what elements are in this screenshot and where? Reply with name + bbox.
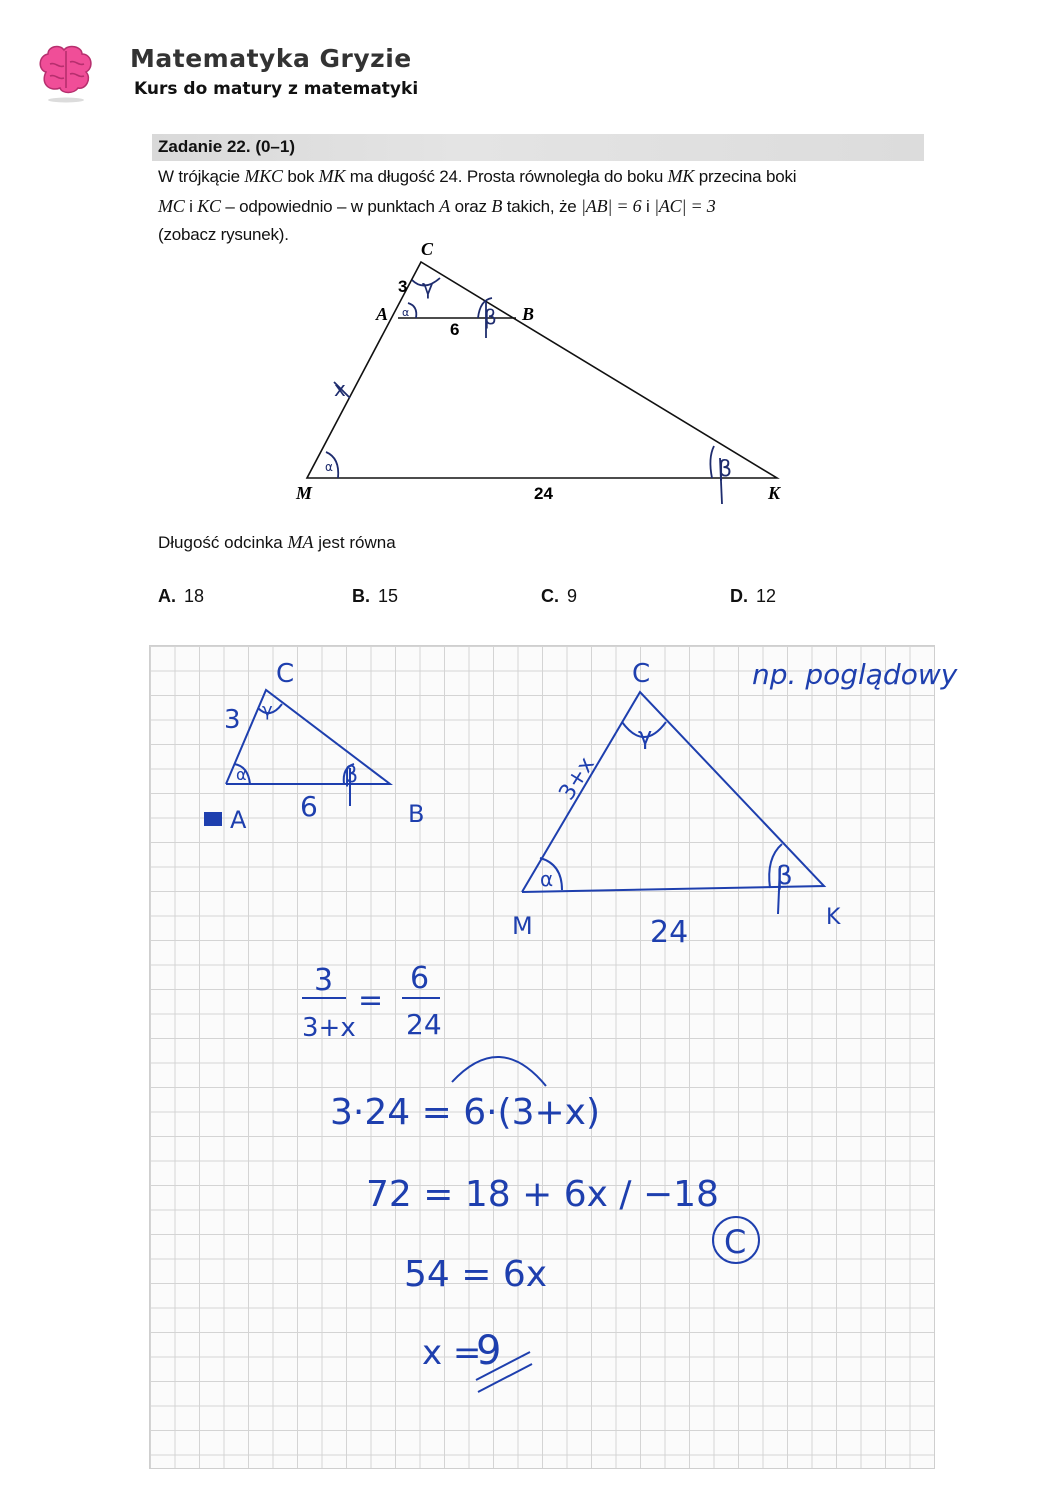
- big-vertex-k: K: [826, 905, 841, 930]
- task-math: MC: [158, 195, 185, 216]
- length-mk-label: 24: [534, 484, 553, 503]
- handwritten-angle-m: α: [325, 460, 333, 474]
- handwritten-x: x: [334, 377, 346, 401]
- task-math: MK: [318, 166, 346, 186]
- handwritten-angle-b: β: [484, 305, 497, 329]
- vertex-k-label: K: [768, 483, 781, 503]
- task-math: MKC: [244, 166, 283, 186]
- answer-value: 12: [756, 586, 777, 606]
- answer-letter: D.: [730, 586, 748, 606]
- answer-value: 15: [378, 586, 399, 606]
- question-part: Długość odcinka: [158, 533, 288, 552]
- big-vertex-c: C: [632, 659, 651, 689]
- big-side-label: 3+x: [554, 753, 600, 805]
- length-ab-label: 6: [450, 320, 460, 339]
- scribble-mark: [204, 812, 222, 826]
- answer-value: 9: [567, 586, 578, 606]
- big-vertex-m: M: [512, 912, 533, 940]
- equation-line-1: 3·24 = 6·(3+x): [330, 1092, 601, 1133]
- handwritten-angle-k: β: [718, 457, 733, 482]
- fraction-left-numerator: 3: [314, 963, 334, 998]
- vertex-a-label: A: [376, 304, 389, 324]
- task-math: MK: [667, 166, 695, 186]
- small-side-ab: 6: [300, 790, 318, 823]
- task-title: Zadanie 22. (0–1): [158, 137, 296, 156]
- question-part: jest równa: [313, 533, 396, 552]
- answer-letter: A.: [158, 586, 176, 606]
- small-vertex-c: C: [276, 659, 295, 689]
- small-angle-c: γ: [262, 700, 273, 721]
- brand-title: Matematyka Gryzie: [130, 44, 412, 73]
- task-text-part: przecina boki: [694, 167, 797, 186]
- task-text-part: bok: [282, 167, 319, 186]
- small-side-label: 3: [224, 705, 241, 735]
- handwritten-angle-a: α: [402, 306, 410, 319]
- big-angle-k: β: [776, 861, 793, 891]
- vertex-b-label: B: [522, 304, 535, 324]
- fraction-left-denominator: 3+x: [302, 1013, 356, 1043]
- note-example: np. poglądowy: [752, 658, 958, 691]
- task-math: |AB| = 6: [581, 195, 642, 216]
- answer-value: 18: [184, 586, 205, 606]
- big-angle-c: γ: [638, 722, 653, 750]
- equation-line-4-result: 9: [476, 1328, 502, 1374]
- circled-answer-letter: C: [724, 1223, 747, 1261]
- big-angle-m: α: [540, 867, 554, 891]
- answer-letter: B.: [352, 586, 370, 606]
- task-text-part: W trójkącie: [158, 167, 245, 186]
- question-math: MA: [287, 532, 314, 552]
- big-side-mk: 24: [650, 915, 689, 950]
- task-math: KC: [197, 195, 221, 216]
- small-angle-a: α: [236, 765, 247, 784]
- brand-subtitle: Kurs do matury z matematyki: [134, 79, 419, 99]
- equation-line-2: 72 = 18 + 6x / −18: [366, 1174, 719, 1215]
- task-text-part: ma długość 24. Prosta równoległa do boku: [345, 167, 668, 186]
- fraction-equals: =: [358, 983, 384, 1018]
- equation-line-4-left: x =: [422, 1333, 482, 1373]
- small-vertex-b: B: [408, 800, 425, 828]
- vertex-c-label: C: [421, 239, 434, 259]
- fraction-right-denominator: 24: [406, 1008, 442, 1041]
- handwritten-angle-c: γ: [422, 275, 434, 299]
- distribution-arc: [452, 1057, 546, 1086]
- equation-line-3: 54 = 6x: [404, 1254, 548, 1295]
- fraction-right-numerator: 6: [410, 961, 430, 996]
- task-math: B: [491, 195, 503, 216]
- task-text-part: i: [184, 196, 198, 216]
- task-text-part: (zobacz rysunek).: [158, 225, 289, 244]
- task-text-part: i: [641, 196, 655, 216]
- small-triangle: [226, 690, 390, 784]
- small-vertex-a: A: [230, 806, 247, 834]
- task-text-part: – odpowiednio – w punktach: [220, 196, 440, 216]
- vertex-m-label: M: [296, 483, 313, 503]
- length-ac-label: 3: [398, 277, 408, 296]
- task-text-part: takich, że: [502, 196, 582, 216]
- answer-letter: C.: [541, 586, 559, 606]
- task-text-part: oraz: [450, 196, 492, 216]
- small-angle-b: β: [344, 763, 359, 788]
- task-math: |AC| = 3: [654, 195, 716, 216]
- task-math: A: [439, 195, 451, 216]
